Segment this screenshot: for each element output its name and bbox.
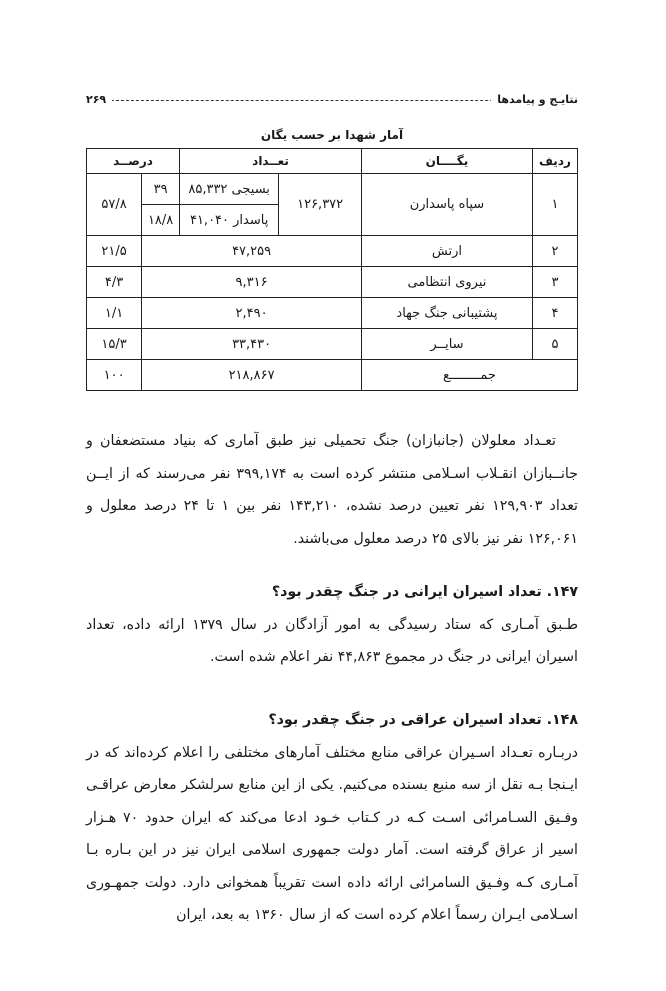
section-147 [86, 576, 578, 674]
total-percent: ۱۰۰ [87, 360, 142, 391]
unit-percent: ۱۵/۳ [87, 329, 142, 360]
paragraph-text: طـبق آمـاری که ستاد رسیدگی به امور آزادگان در سال ۱۳۷۹ ارائه داده، تعداد اسیران ایرانی در جنگ در مجموع ۴۴,۸۶۳ نفر اعلام شده است. [86, 616, 578, 665]
unit-count: ۴۷,۲۵۹ [142, 236, 362, 267]
unit-count: ۲,۴۹۰ [142, 298, 362, 329]
unit-name: سپاه پاسدارن [361, 174, 532, 236]
table-row [87, 267, 578, 298]
question-heading: ۱۴۸. تعداد اسیران عراقی در جنگ چقدر بود؟ [268, 712, 578, 728]
martyrs-table [86, 148, 578, 391]
table-caption: آمار شهدا بر حسب یگان [260, 128, 404, 142]
table-total-row [87, 360, 578, 391]
body-paragraph-veterans [86, 425, 578, 555]
unit-name: نیروی انتظامی [361, 267, 532, 298]
header-percent: درصــد [87, 149, 180, 174]
table-row [87, 298, 578, 329]
header-row-number: ردیف [532, 149, 577, 174]
unit-name: پشتیبانی جنگ جهاد [361, 298, 532, 329]
row-number: ۵ [532, 329, 577, 360]
chapter-title: نتایـج و پیامدها [491, 92, 578, 108]
row-number: ۴ [532, 298, 577, 329]
total-label: جمــــــــع [361, 360, 577, 391]
header-count: تعــداد [180, 149, 362, 174]
paragraph-text: دربـاره تعـداد اسـیران عراقی منابع مختلف آمارهای مختلفی را اعلام کرده‌اند که در ایـنجا بـه نقل از سه منبع بسنده می‌کنیم. یکی از این منابع سرلشکر معارض عراقـی وفـیق السـامرائی اسـت کـه در کـتاب خـود ادعا می‌کند که ایران حدود ۷۰ هـزار اسیر از عراق گرفته است. آمار دولت جمهوری اسلامی ایران نیز در این بـاره بـا آمـاری کـه وفـیق السامرائی ارائه داده است تقریباً همخوانی دارد. دولت جمهـوری اسـلامی ایـران رسماً اعلام کرده است که از سال ۱۳۶۰ به بعد، ایران [86, 744, 578, 923]
table-header-row [87, 149, 578, 174]
row-number: ۲ [532, 236, 577, 267]
unit-percent: ۲۱/۵ [87, 236, 142, 267]
sub-count: پاسدار ۴۱,۰۴۰ [180, 205, 279, 236]
unit-name: سایــر [361, 329, 532, 360]
row-number: ۳ [532, 267, 577, 298]
paragraph-text: تعـداد معلولان (جانبازان) جنگ تحمیلی نیز طبق آماری که بنیاد مستضعفان و جانــبازان انقـلاب اسـلامی منتشر کرده است به ۳۹۹,۱۷۴ نفر می‌رسند که از ایــن تعداد ۱۲۹,۹۰۳ نفر تعیین درصد نشده، ۱۴۳,۲۱۰ نفر بین ۱ تا ۲۴ درصد معلول و ۱۲۶,۰۶۱ نفر نیز بالای ۲۵ درصد معلول می‌باشند. [86, 433, 578, 547]
table-row [87, 329, 578, 360]
question-heading: ۱۴۷. تعداد اسیران ایرانی در جنگ چقدر بود؟ [271, 584, 578, 600]
page-number: ۲۶۹ [86, 92, 112, 108]
sub-percent: ۳۹ [142, 174, 180, 205]
unit-percent: ۵۷/۸ [87, 174, 142, 236]
table-row [87, 174, 578, 205]
sub-count: بسیجی ۸۵,۳۳۲ [180, 174, 279, 205]
section-148 [86, 704, 578, 932]
unit-name: ارتش [361, 236, 532, 267]
unit-percent: ۱/۱ [87, 298, 142, 329]
total-count: ۲۱۸,۸۶۷ [142, 360, 362, 391]
unit-count: ۹,۳۱۶ [142, 267, 362, 298]
unit-count: ۱۲۶,۳۷۲ [279, 174, 362, 236]
running-header [86, 92, 578, 110]
header-unit: یگــــان [361, 149, 532, 174]
sub-percent: ۱۸/۸ [142, 205, 180, 236]
unit-count: ۳۳,۴۳۰ [142, 329, 362, 360]
row-number: ۱ [532, 174, 577, 236]
table-row [87, 236, 578, 267]
unit-percent: ۴/۳ [87, 267, 142, 298]
